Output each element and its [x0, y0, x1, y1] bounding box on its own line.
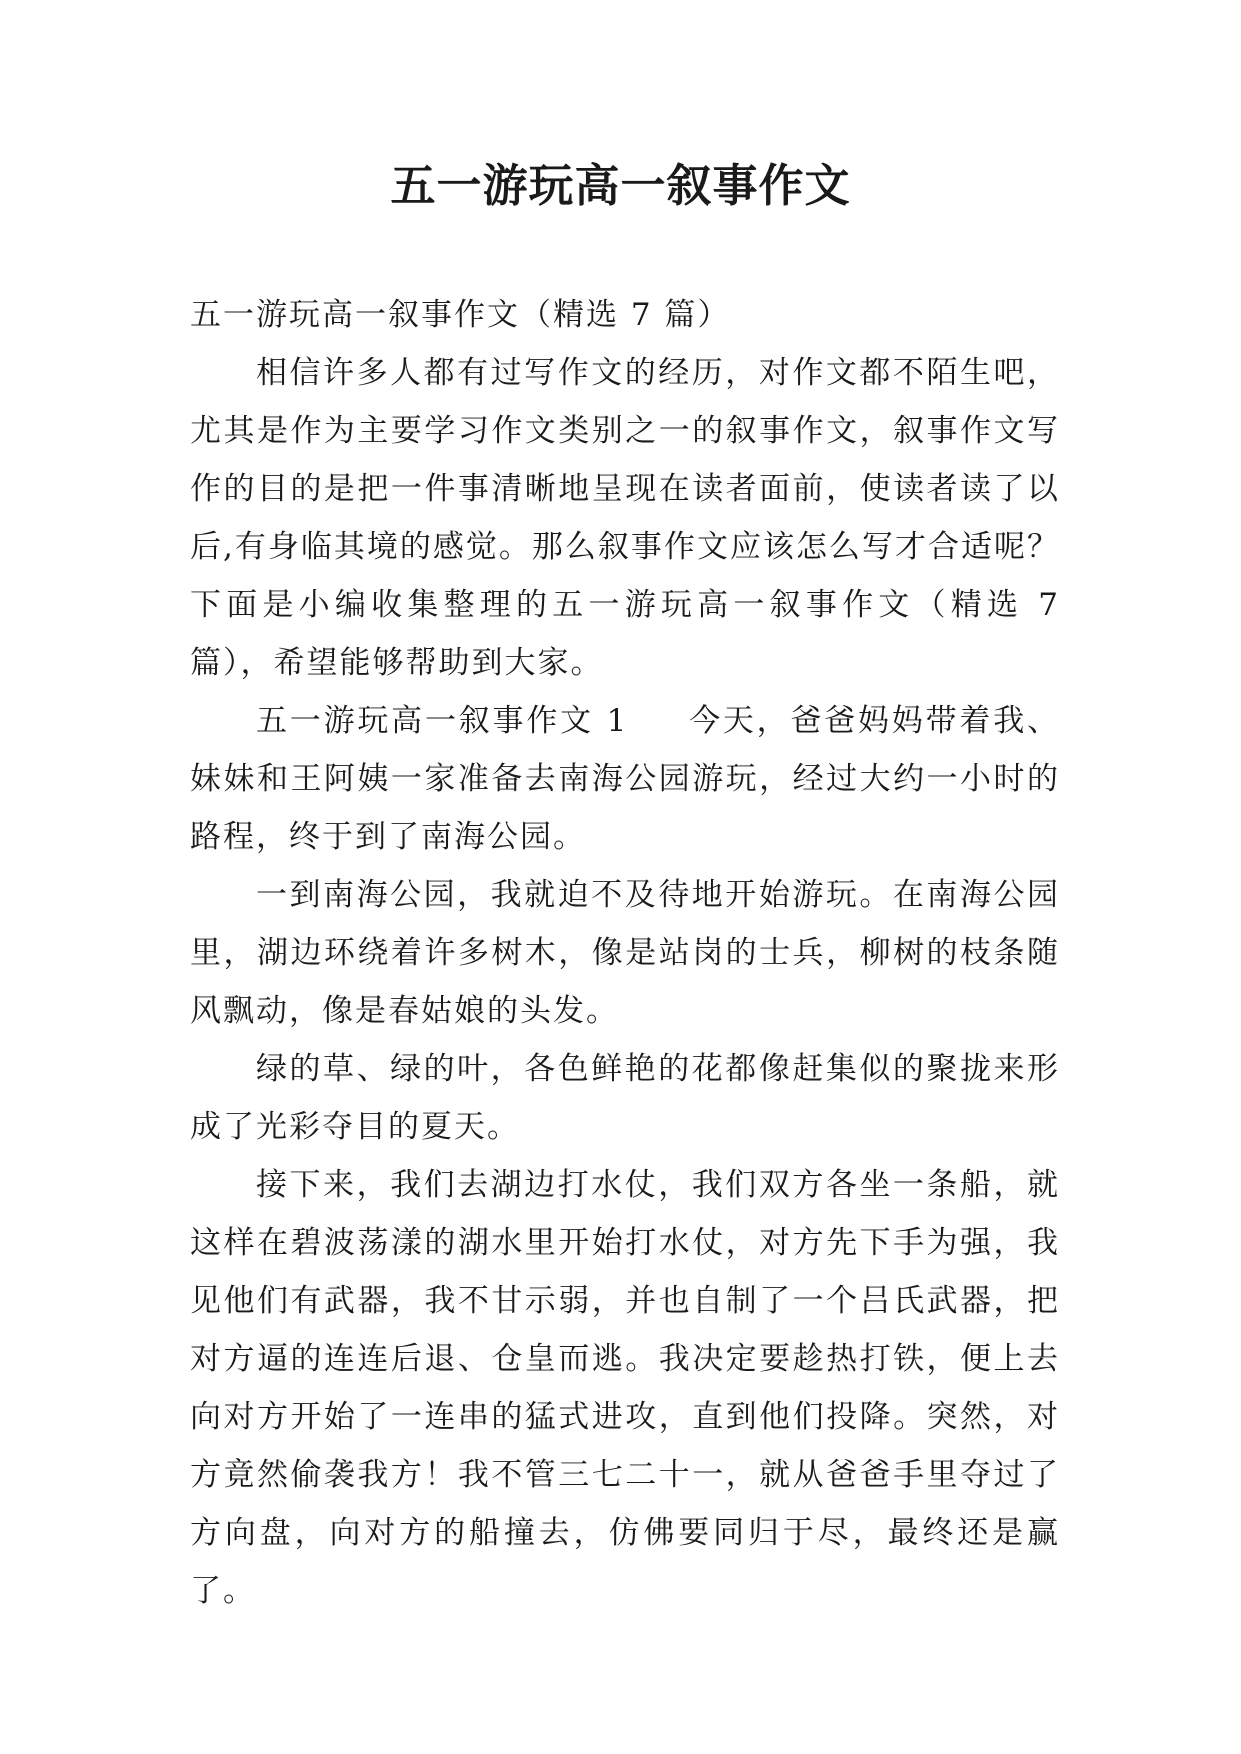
document-body — [190, 286, 1060, 1620]
document-title: 五一游玩高一叙事作文 — [390, 159, 851, 212]
essay-1-opening — [190, 692, 1060, 866]
essay-1-paragraph: 一到南海公园，我就迫不及待地开始游玩。在南海公园里，湖边环绕着许多树木，像是站岗的士兵，柳树的枝条随风飘动，像是春姑娘的头发。 — [190, 877, 1060, 1029]
intro-paragraph: 相信许多人都有过写作文的经历，对作文都不陌生吧，尤其是作为主要学习作文类别之一的叙事作文，叙事作文写作的目的是把一件事清晰地呈现在读者面前，使读者读了以后,有身临其境的感觉。那么叙事作文应该怎么写才合适呢？下面是小编收集整理的五一游玩高一叙事作文（精选 7 篇），希望能够帮助到大家。 — [190, 355, 1060, 681]
essay-1-paragraph: 绿的草、绿的叶，各色鲜艳的花都像赶集似的聚拢来形成了光彩夺目的夏天。 — [190, 1051, 1060, 1145]
essay-1-paragraph: 接下来，我们去湖边打水仗，我们双方各坐一条船，就这样在碧波荡漾的湖水里开始打水仗，对方先下手为强，我见他们有武器，我不甘示弱，并也自制了一个吕氏武器，把对方逼的连连后退、仓皇而逃。我决定要趁热打铁，便上去向对方开始了一连串的猛式进攻，直到他们投降。突然，对方竟然偷袭我方！我不管三七二十一，就从爸爸手里夺过了方向盘，向对方的船撞去，仿佛要同归于尽，最终还是赢了。 — [190, 1167, 1060, 1609]
document-subtitle: 五一游玩高一叙事作文（精选 7 篇） — [190, 297, 731, 333]
essay-1-first-text: 今天，爸爸妈妈带着我、妹妹和王阿姨一家准备去南海公园游玩，经过大约一小时的路程，终于到了南海公园。 — [190, 703, 1061, 855]
essay-1-heading: 五一游玩高一叙事作文 1 — [256, 703, 629, 739]
